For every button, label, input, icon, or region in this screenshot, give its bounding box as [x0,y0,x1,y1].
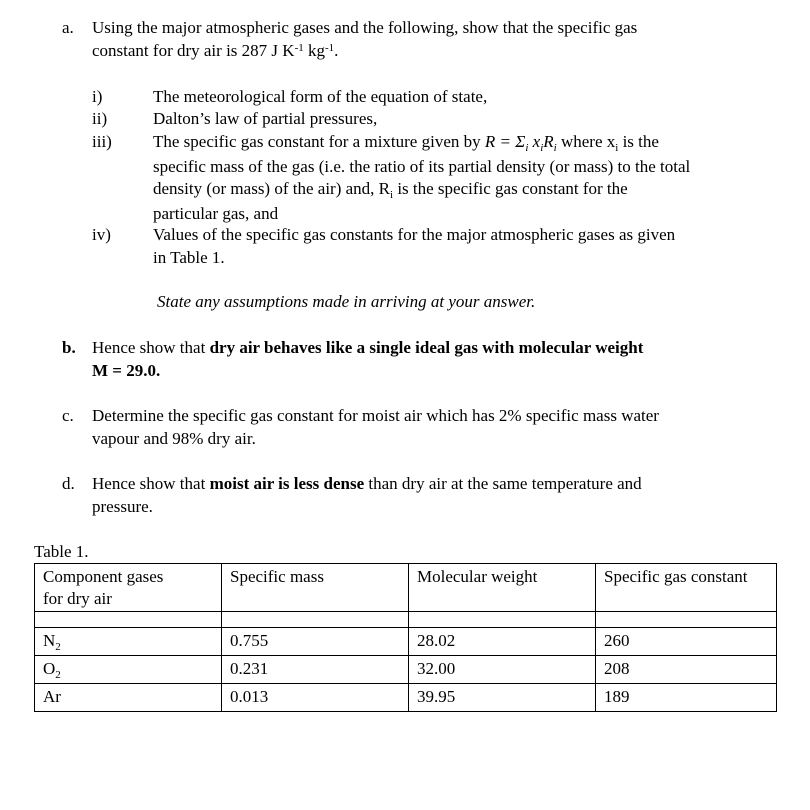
header-specific-mass: Specific mass [222,564,409,612]
question-d-label: d. [62,474,75,493]
question-a-text [92,17,792,62]
gas-table [34,563,777,712]
question-c-label: c. [62,406,74,425]
item-i-num: i) [92,87,103,106]
specific-mass-cell: 0.755 [222,628,409,656]
assumption-note: State any assumptions made in arriving at your answer. [157,292,536,311]
table-blank-row [35,612,777,628]
table-header-row [35,564,777,612]
table-row [35,628,777,656]
table-row [35,684,777,712]
header-component: Component gases for dry air [35,564,222,612]
question-c-text: Determine the specific gas constant for moist air which has 2% specific mass water vapour and 98% dry air. [92,406,659,448]
molecular-weight-cell: 39.95 [409,684,596,712]
specific-mass-cell: 0.013 [222,684,409,712]
item-ii-num: ii) [92,109,108,128]
gas-cell: $N_2$ [35,628,222,656]
item-i-text: The meteorological form of the equation of state, [153,87,488,106]
molecular-weight-cell: 28.02 [409,628,596,656]
gas-constant-cell: 189 [596,684,777,712]
question-a-line1: Using the major atmospheric gases and the following, show that the specific gas [92,18,638,37]
gas-cell: $O_2$ [35,656,222,684]
gas-constant-cell: 260 [596,628,777,656]
header-gas-constant: Specific gas constant [596,564,777,612]
question-d-text: Hence show that moist air is less dense than dry air at the same temperature and pressure. [92,474,642,516]
gas-constant-cell: 208 [596,656,777,684]
gas-cell: Ar [35,684,222,712]
mixture-formula: $R = \Sigma_i$ $x_iR_i$ [484,132,557,154]
header-molecular-weight: Molecular weight [409,564,596,612]
item-iii-num: iii) [92,132,112,151]
molecular-weight-cell: 32.00 [409,656,596,684]
question-a-line2: constant for dry air is 287 J $K^{-1}$ $kg^{-1}$. [92,40,339,60]
question-b-label: b. [62,338,76,357]
table-row [35,656,777,684]
item-ii-text: Dalton’s law of partial pressures, [153,109,378,128]
item-iv-num: iv) [92,225,111,244]
table-caption: Table 1. [34,542,89,561]
question-a-label: a. [62,18,74,37]
item-iv-text: Values of the specific gas constants for the major atmospheric gases as given in Table 1. [153,225,676,267]
specific-mass-cell: 0.231 [222,656,409,684]
item-iii-text: The specific gas constant for a mixture given by $R = \Sigma_i$ $x_iR_i$ where $x_i$ is the specific mass of the gas (i.e. the ratio of its partial density (or mass) to the total density (or mass) of the air) and, $R_i$ is the specific gas constant for the particular gas, and [153,132,691,223]
question-b-text: Hence show that dry air behaves like a single ideal gas with molecular weight M = 29.0. [92,338,644,380]
